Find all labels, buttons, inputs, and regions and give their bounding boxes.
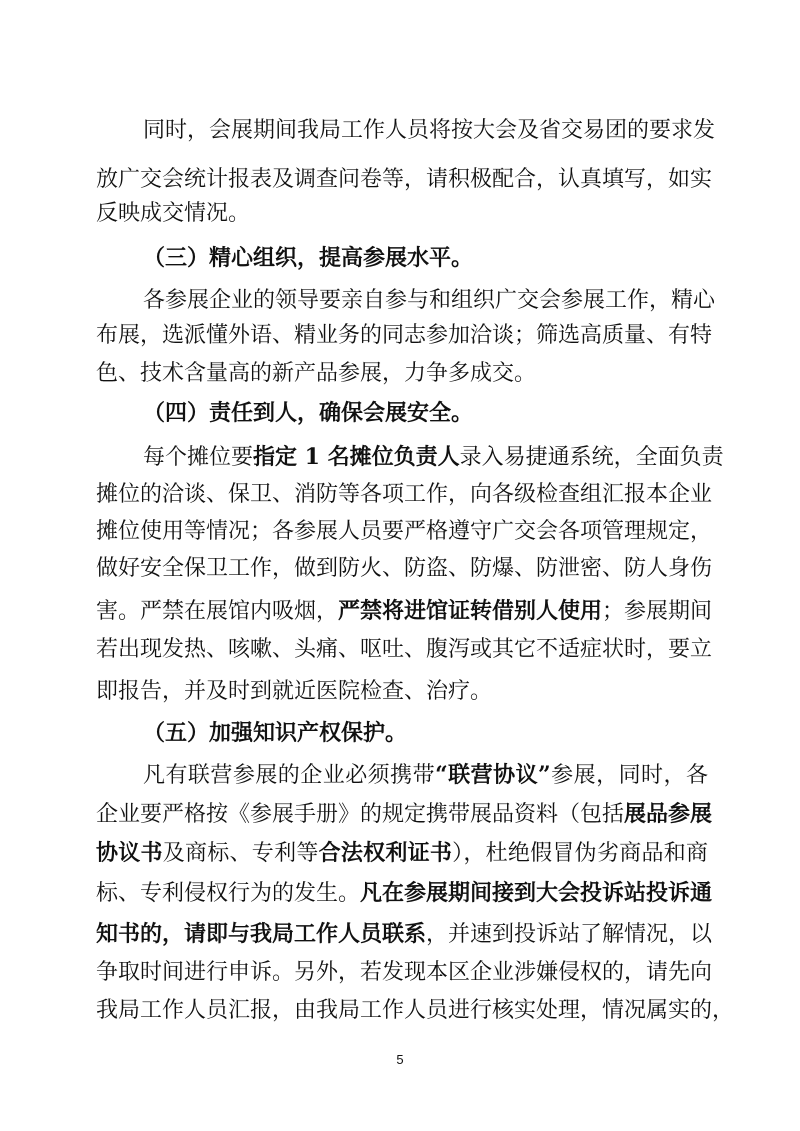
bold-text: 指定 1 名摊位负责人 [253, 444, 460, 470]
text: 即报告，并及时到就近医院检查、治疗。 [96, 679, 493, 704]
bold-text: （五）加强知识产权保护。 [143, 720, 408, 746]
text: 企业要严格按《参展手册》的规定携带展品资料（包括 [96, 802, 625, 827]
text: 录入易捷通系统，全面负责 [459, 445, 724, 470]
section-heading [0, 243, 800, 273]
paragraph-line [0, 480, 800, 510]
section-heading [0, 718, 800, 748]
page-number: 5 [396, 1052, 404, 1067]
text: ，并速到投诉站了解情况，以 [426, 922, 713, 947]
text: 及商标、专利等 [162, 841, 319, 866]
paragraph-line [0, 165, 800, 195]
paragraph-line [0, 199, 800, 229]
paragraph-line [0, 517, 800, 547]
paragraph-line [0, 635, 800, 665]
text: 色、技术含量高的新产品参展，力争多成交。 [96, 361, 537, 386]
text: 我局工作人员汇报，由我局工作人员进行核实处理，情况属实的， [96, 998, 735, 1023]
paragraph-line [0, 596, 800, 626]
text: 布展，选派懂外语、精业务的同志参加洽谈；筛选高质量、有特 [96, 323, 713, 348]
text: 放广交会统计报表及调查问卷等，请积极配合，认真填写，如实 [96, 167, 713, 192]
text: 反映成交情况。 [96, 201, 251, 226]
bold-text: 展品参展 [624, 801, 713, 827]
paragraph-line [0, 919, 800, 949]
text: 害。严禁在展馆内吸烟， [96, 599, 339, 624]
paragraph-line [0, 878, 800, 908]
text: 若出现发热、咳嗽、头痛、呕吐、腹泻或其它不适症状时，要立 [96, 637, 713, 662]
text: 凡有联营参展的企业必须携带 [143, 763, 436, 788]
paragraph-line [0, 321, 800, 351]
paragraph-line [0, 359, 800, 389]
bold-text: 合法权利证书 [318, 840, 453, 866]
paragraph-line [0, 116, 800, 146]
text: 各参展企业的领导要亲自参与和组织广交会参展工作，精心 [143, 288, 716, 313]
paragraph-line [0, 677, 800, 707]
text: 同时，会展期间我局工作人员将按大会及省交易团的要求发 [143, 118, 716, 143]
bold-text: （四）责任到人，确保会展安全。 [143, 400, 474, 426]
text: ），杜绝假冒伪劣商品和商 [452, 841, 708, 866]
paragraph-line [0, 799, 800, 829]
bold-text: 凡在参展期间接到大会投诉站投诉通 [360, 880, 713, 906]
paragraph-line [0, 838, 800, 868]
text: 争取时间进行申诉。另外，若发现本区企业涉嫌侵权的，请先向 [96, 960, 713, 985]
text: 做好安全保卫工作，做到防火、防盗、防爆、防泄密、防人身伤 [96, 556, 713, 581]
bold-text: 协议书 [96, 840, 163, 866]
bold-text: （三）精心组织，提高参展水平。 [143, 245, 474, 271]
paragraph-line [0, 442, 800, 472]
bold-text: 严禁将进馆证转借别人使用 [338, 598, 603, 624]
bold-text: 知书的，请即与我局工作人员联系 [96, 921, 427, 947]
text: 摊位使用等情况；各参展人员要严格遵守广交会各项管理规定， [96, 519, 713, 544]
text: 标、专利侵权行为的发生。 [96, 881, 361, 906]
paragraph-line [0, 760, 800, 790]
text: 参展，同时，各 [550, 763, 708, 788]
text: 摊位的洽谈、保卫、消防等各项工作，向各级检查组汇报本企业 [96, 482, 713, 507]
paragraph-line [0, 958, 800, 988]
text: ；参展期间 [602, 599, 713, 624]
paragraph-line [0, 286, 800, 316]
paragraph-line [0, 996, 800, 1026]
bold-text: “联营协议” [435, 762, 551, 788]
text: 每个摊位要 [143, 445, 254, 470]
section-heading [0, 398, 800, 428]
paragraph-line [0, 554, 800, 584]
